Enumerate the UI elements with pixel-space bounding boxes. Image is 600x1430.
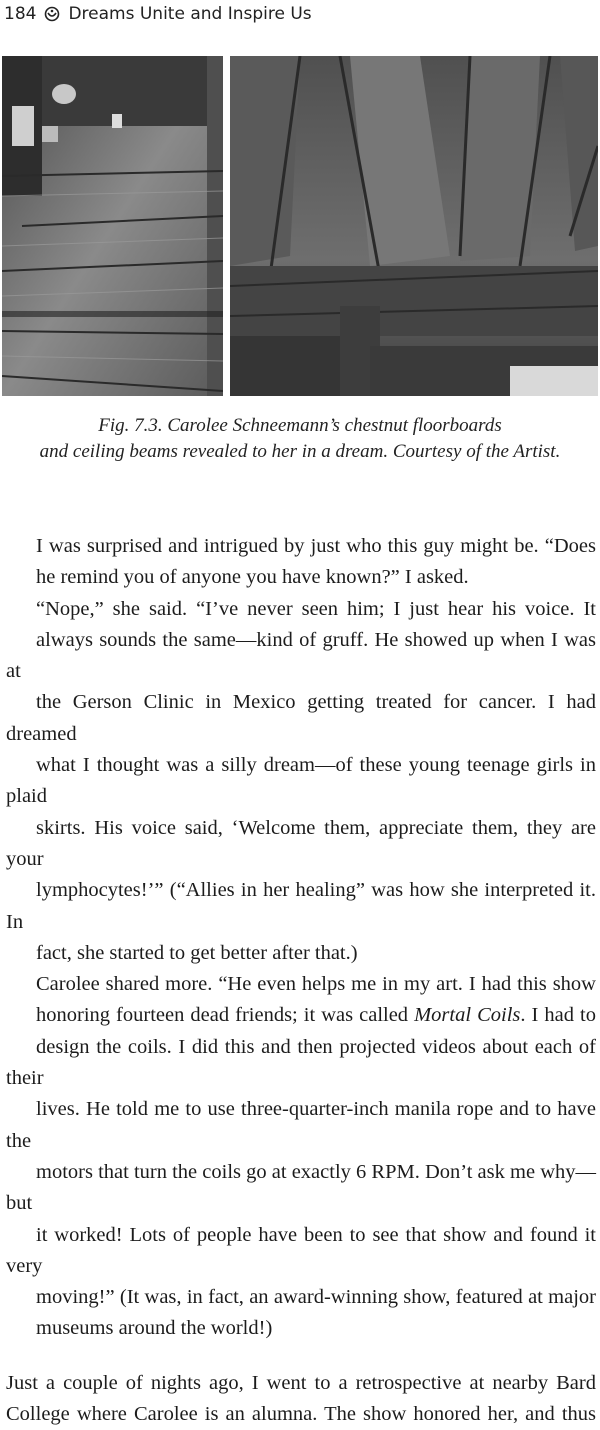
text-line: museums around the world!) [36, 1317, 273, 1340]
text-line: the Gerson Clinic in Mexico getting treated for cancer. I had dreamed [6, 691, 596, 745]
artwork-title: Mortal Coils [414, 1004, 521, 1027]
caption-line-2: and ceiling beams revealed to her in a dream. Courtesy of the Artist. [39, 441, 561, 462]
floorboards-photo [2, 56, 223, 396]
text-line: motors that turn the coils go at exactly 6 RPM. Don’t ask me why—but [6, 1160, 596, 1215]
text-fragment: . I had to [520, 1004, 596, 1027]
page-number: 184 [4, 4, 37, 24]
text-line: design the coils. I did this and then projected videos about each of their [6, 1035, 596, 1090]
text-line: skirts. His voice said, ‘Welcome them, appreciate them, they are your [6, 816, 596, 870]
running-title: Dreams Unite and Inspire Us [68, 4, 312, 24]
paragraph-2 [6, 594, 596, 970]
text-line: College where Carolee is an alumna. The show honored her, and thus [6, 1403, 596, 1426]
body-text [6, 531, 596, 1430]
text-line: I was surprised and intrigued by just who this guy might be. “Does [36, 535, 596, 557]
text-line: Carolee shared more. “He even helps me in my art. I had this show [36, 973, 596, 996]
text-line: moving!” (It was, in fact, an award-winning show, featured at major [36, 1286, 596, 1309]
text-line [6, 1000, 596, 1031]
text-line: lymphocytes!’” (“Allies in her healing” was how she interpreted it. In [6, 879, 596, 933]
text-line: Just a couple of nights ago, I went to a retrospective at nearby Bard [6, 1371, 596, 1394]
paragraph-3 [6, 969, 596, 1345]
ceiling-beams-photo [230, 56, 598, 396]
text-line: it worked! Lots of people have been to see that show and found it very [6, 1223, 596, 1277]
caption-line-1: Fig. 7.3. Carolee Schneemann’s chestnut floorboards [98, 415, 502, 436]
paragraph-1 [6, 531, 596, 594]
figure-caption [0, 413, 600, 465]
ornament-icon [44, 6, 60, 22]
text-line: always sounds the same—kind of gruff. He showed up when I was at [6, 628, 596, 683]
text-line: lives. He told me to use three-quarter-inch manila rope and to have the [6, 1098, 596, 1152]
text-fragment: honoring fourteen dead friends; it was called [36, 1004, 415, 1027]
text-line: what I thought was a silly dream—of these young teenage girls in plaid [6, 754, 596, 808]
paragraph-4 [6, 1368, 596, 1430]
text-line: “Nope,” she said. “I’ve never seen him; I just hear his voice. It [36, 597, 596, 620]
running-header [4, 2, 312, 26]
text-line: he remind you of anyone you have known?” I asked. [36, 566, 469, 589]
text-line: fact, she started to get better after that.) [36, 941, 358, 964]
